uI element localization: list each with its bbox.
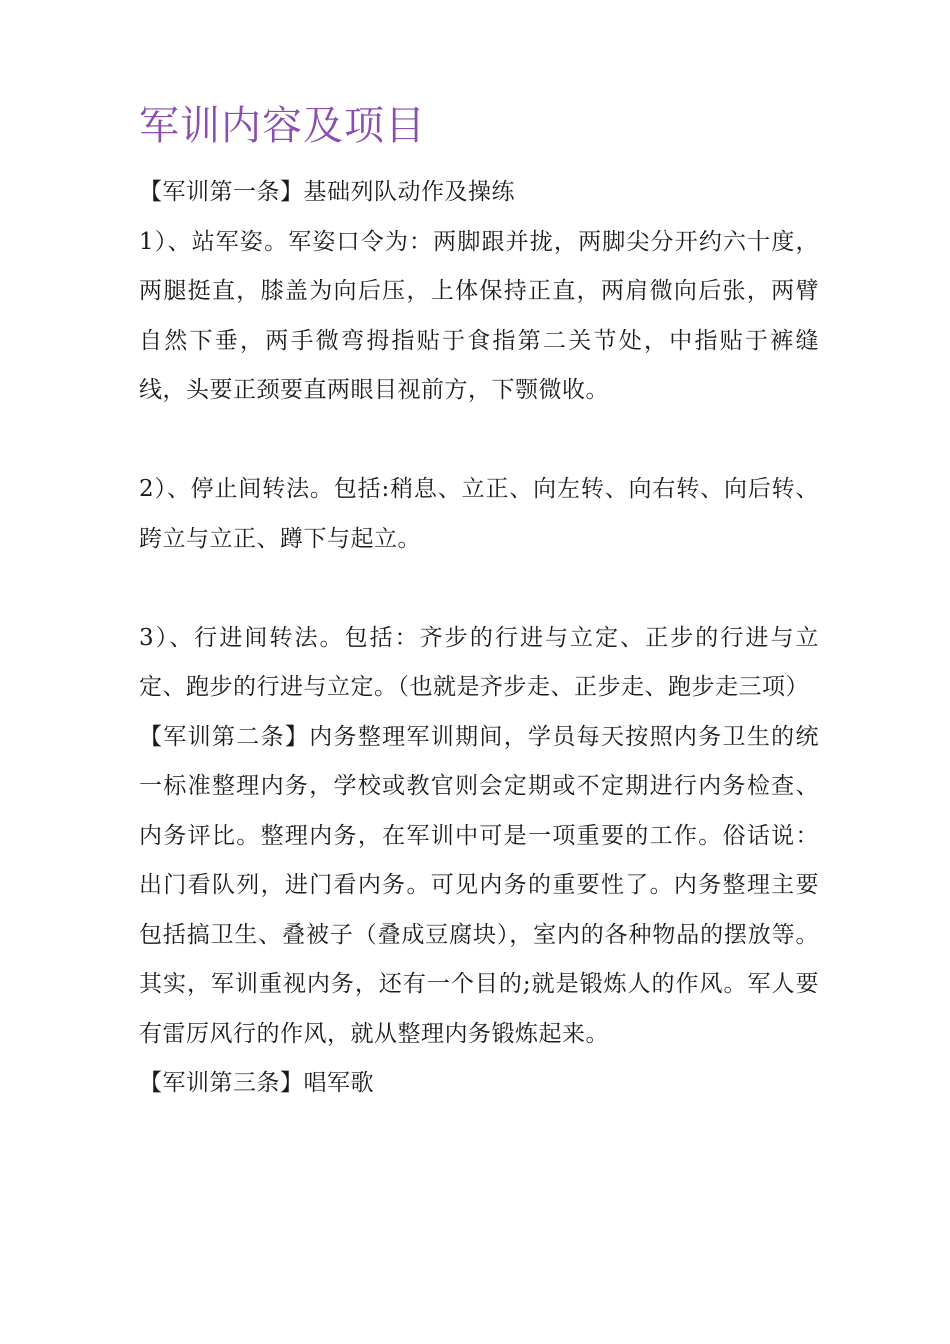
paragraph-marching-turns: 3）、行进间转法。包括：齐步的行进与立定、正步的行进与立定、跑步的行进与立定。（也就是齐步走、正步走、跑步走三项） xyxy=(139,624,819,700)
document-title: 军训内容及项目 xyxy=(139,103,426,149)
paragraph-stationary-turns: 2）、停止间转法。包括:稍息、立正、向左转、向右转、向后转、跨立与立正、蹲下与起立。 xyxy=(139,476,819,552)
section-paragraph-2: 【军训第二条】内务整理军训期间，学员每天按照内务卫生的统一标准整理内务，学校或教官则会定期或不定期进行内务检查、内务评比。整理内务，在军训中可是一项重要的工作。俗话说：出门看队列，进门看内务。可见内务的重要性了。内务整理主要包括搞卫生、叠被子（叠成豆腐块），室内的各种物品的摆放等。其实，军训重视内务，还有一个目的;就是锻炼人的作风。军人要有雷厉风行的作风，就从整理内务锻炼起来。 xyxy=(139,723,819,1047)
section-heading-3: 【军训第三条】唱军歌 xyxy=(139,1070,374,1096)
document-page xyxy=(139,96,819,1109)
section-heading-1: 【军训第一条】基础列队动作及操练 xyxy=(139,179,515,205)
blank-line xyxy=(139,564,819,614)
paragraph-stand-at-attention: 1）、站军姿。军姿口令为：两脚跟并拢，两脚尖分开约六十度，两腿挺直，膝盖为向后压，上体保持正直，两肩微向后张，两臂自然下垂，两手微弯拇指贴于食指第二关节处，中指贴于裤缝线，头要正颈要直两眼目视前方，下颚微收。 xyxy=(139,228,819,403)
blank-line xyxy=(139,416,819,466)
